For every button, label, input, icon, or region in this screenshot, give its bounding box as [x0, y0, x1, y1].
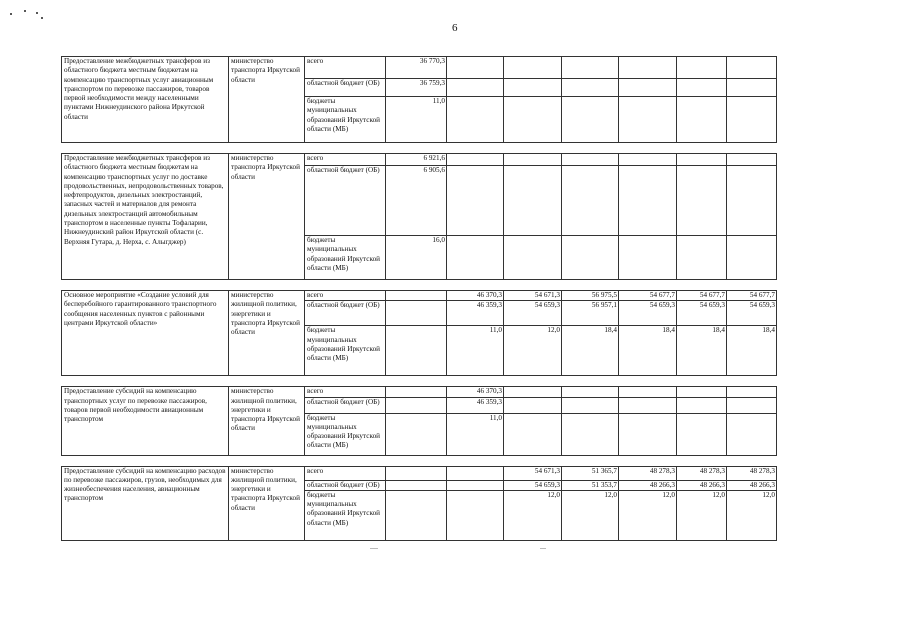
- value-cell: 48 278,3: [727, 466, 777, 480]
- scan-line: [370, 548, 378, 549]
- value-cell: 48 266,3: [619, 480, 677, 490]
- scan-speck: [36, 12, 38, 14]
- value-cell: [562, 387, 619, 397]
- funding-source-cell: областной бюджет (ОБ): [305, 480, 386, 490]
- value-cell: [619, 236, 677, 280]
- value-cell: 51 365,7: [562, 466, 619, 480]
- funding-source-cell: бюджеты муниципальных образований Иркутской области (МБ): [305, 326, 386, 376]
- value-cell: [727, 57, 777, 79]
- value-cell: 18,4: [677, 326, 727, 376]
- value-cell: [504, 79, 562, 97]
- block-separator: [62, 280, 777, 291]
- executor-cell: министерство жилищной политики, энергетики и транспорта Иркутской области: [229, 291, 305, 376]
- value-cell: [504, 154, 562, 166]
- value-cell: [386, 397, 447, 413]
- value-cell: 12,0: [677, 490, 727, 540]
- value-cell: 46 359,3: [447, 397, 504, 413]
- activity-name-cell: Предоставление межбюджетных трансферов из областного бюджета местным бюджетам на компенсацию транспортных услуг авиационным транспортом по перевозке пассажиров, товаров первой необходимости между населенными пунктами Нижнеудинского района Иркутской области: [62, 57, 229, 143]
- value-cell: 36 759,3: [386, 79, 447, 97]
- value-cell: 12,0: [562, 490, 619, 540]
- block-separator: [62, 143, 777, 154]
- value-cell: [677, 166, 727, 236]
- value-cell: 54 659,3: [677, 301, 727, 326]
- table-row: [62, 57, 777, 79]
- value-cell: [447, 154, 504, 166]
- funding-source-cell: бюджеты муниципальных образований Иркутской области (МБ): [305, 236, 386, 280]
- funding-source-cell: всего: [305, 291, 386, 301]
- value-cell: [677, 413, 727, 455]
- value-cell: 54 671,3: [504, 291, 562, 301]
- value-cell: [504, 97, 562, 143]
- value-cell: [727, 387, 777, 397]
- page-number: 6: [452, 22, 458, 34]
- value-cell: 56 975,5: [562, 291, 619, 301]
- value-cell: 54 677,7: [619, 291, 677, 301]
- value-cell: [562, 97, 619, 143]
- funding-source-cell: бюджеты муниципальных образований Иркутской области (МБ): [305, 413, 386, 455]
- value-cell: 46 370,3: [447, 387, 504, 397]
- separator-cell: [62, 376, 777, 387]
- value-cell: 48 278,3: [677, 466, 727, 480]
- executor-cell: министерство жилищной политики, энергетики и транспорта Иркутской области: [229, 466, 305, 540]
- activity-name-cell: Основное мероприятие «Создание условий для бесперебойного гарантированного транспортного сообщения населенных пунктов с районными центрами Иркутской области»: [62, 291, 229, 376]
- funding-source-cell: всего: [305, 57, 386, 79]
- executor-cell: министерство транспорта Иркутской области: [229, 57, 305, 143]
- value-cell: [447, 480, 504, 490]
- scan-speck: [41, 17, 43, 19]
- funding-source-cell: всего: [305, 154, 386, 166]
- separator-cell: [62, 455, 777, 466]
- funding-source-cell: областной бюджет (ОБ): [305, 79, 386, 97]
- value-cell: [504, 166, 562, 236]
- separator-cell: [62, 280, 777, 291]
- value-cell: [727, 97, 777, 143]
- value-cell: [677, 387, 727, 397]
- value-cell: 51 353,7: [562, 480, 619, 490]
- activity-name-cell: Предоставление субсидий на компенсацию расходов по перевозке пассажиров, грузов, необходимых для жизнеобеспечения населения, авиационным транспортом: [62, 466, 229, 540]
- funding-source-cell: бюджеты муниципальных образований Иркутской области (МБ): [305, 97, 386, 143]
- block-separator: [62, 455, 777, 466]
- value-cell: 54 671,3: [504, 466, 562, 480]
- value-cell: [562, 154, 619, 166]
- block-separator: [62, 376, 777, 387]
- value-cell: [619, 413, 677, 455]
- funding-source-cell: всего: [305, 387, 386, 397]
- value-cell: 18,4: [562, 326, 619, 376]
- value-cell: [727, 166, 777, 236]
- value-cell: [504, 236, 562, 280]
- value-cell: 16,0: [386, 236, 447, 280]
- value-cell: 54 659,3: [504, 480, 562, 490]
- value-cell: [504, 413, 562, 455]
- value-cell: [727, 397, 777, 413]
- value-cell: [619, 79, 677, 97]
- value-cell: 12,0: [504, 490, 562, 540]
- value-cell: [504, 57, 562, 79]
- value-cell: 54 659,3: [619, 301, 677, 326]
- table-row: [62, 291, 777, 301]
- value-cell: 48 266,3: [677, 480, 727, 490]
- value-cell: 11,0: [386, 97, 447, 143]
- value-cell: 54 659,3: [727, 301, 777, 326]
- value-cell: [504, 387, 562, 397]
- value-cell: [386, 301, 447, 326]
- executor-cell: министерство транспорта Иркутской области: [229, 154, 305, 280]
- value-cell: [386, 480, 447, 490]
- value-cell: 54 677,7: [677, 291, 727, 301]
- value-cell: [386, 413, 447, 455]
- value-cell: 18,4: [727, 326, 777, 376]
- value-cell: [677, 397, 727, 413]
- value-cell: [619, 397, 677, 413]
- funding-source-cell: областной бюджет (ОБ): [305, 166, 386, 236]
- value-cell: [727, 413, 777, 455]
- value-cell: [562, 79, 619, 97]
- value-cell: [447, 466, 504, 480]
- value-cell: 12,0: [504, 326, 562, 376]
- value-cell: 46 370,3: [447, 291, 504, 301]
- scan-speck: [24, 10, 26, 12]
- value-cell: 11,0: [447, 326, 504, 376]
- value-cell: [504, 397, 562, 413]
- separator-cell: [62, 143, 777, 154]
- value-cell: 6 905,6: [386, 166, 447, 236]
- value-cell: [677, 154, 727, 166]
- activity-name-cell: Предоставление межбюджетных трансферов из областного бюджета местным бюджетам на компенсацию транспортных услуг по доставке продовольственных, непродовольственных товаров, нефтепродуктов, дизельных электростанций, запасных частей и материалов для ремонта дизельных электростанций автомобильным транспортом в населенные пункты Тофаларии, Нижнеудинский район Иркутской области (с. Верхняя Гутара, д. Нерха, с. Алыгджер): [62, 154, 229, 280]
- value-cell: 48 278,3: [619, 466, 677, 480]
- value-cell: [562, 413, 619, 455]
- value-cell: 48 266,3: [727, 480, 777, 490]
- table-row: [62, 387, 777, 397]
- scan-line: [540, 548, 546, 549]
- value-cell: 36 770,3: [386, 57, 447, 79]
- value-cell: [447, 79, 504, 97]
- value-cell: 56 957,1: [562, 301, 619, 326]
- value-cell: 12,0: [727, 490, 777, 540]
- value-cell: 6 921,6: [386, 154, 447, 166]
- value-cell: [677, 57, 727, 79]
- value-cell: [447, 57, 504, 79]
- value-cell: [619, 166, 677, 236]
- value-cell: [562, 236, 619, 280]
- program-budget-table: [61, 56, 777, 541]
- funding-source-cell: областной бюджет (ОБ): [305, 397, 386, 413]
- value-cell: [447, 97, 504, 143]
- value-cell: [727, 79, 777, 97]
- value-cell: [562, 166, 619, 236]
- value-cell: [727, 236, 777, 280]
- value-cell: [562, 57, 619, 79]
- funding-source-cell: областной бюджет (ОБ): [305, 301, 386, 326]
- value-cell: [677, 236, 727, 280]
- value-cell: [619, 154, 677, 166]
- value-cell: [619, 57, 677, 79]
- value-cell: [619, 97, 677, 143]
- value-cell: [386, 490, 447, 540]
- value-cell: [562, 397, 619, 413]
- value-cell: 46 359,3: [447, 301, 504, 326]
- value-cell: 11,0: [447, 413, 504, 455]
- table-row: [62, 466, 777, 480]
- value-cell: [386, 326, 447, 376]
- funding-source-cell: бюджеты муниципальных образований Иркутской области (МБ): [305, 490, 386, 540]
- value-cell: 54 677,7: [727, 291, 777, 301]
- value-cell: [677, 97, 727, 143]
- funding-source-cell: всего: [305, 466, 386, 480]
- value-cell: [386, 291, 447, 301]
- value-cell: [386, 387, 447, 397]
- executor-cell: министерство жилищной политики, энергетики и транспорта Иркутской области: [229, 387, 305, 455]
- value-cell: [447, 236, 504, 280]
- value-cell: 12,0: [619, 490, 677, 540]
- value-cell: 18,4: [619, 326, 677, 376]
- table-row: [62, 154, 777, 166]
- value-cell: [619, 387, 677, 397]
- value-cell: [677, 79, 727, 97]
- value-cell: [727, 154, 777, 166]
- value-cell: [447, 490, 504, 540]
- activity-name-cell: Предоставление субсидий на компенсацию транспортных услуг по перевозке пассажиров, товаров первой необходимости авиационным транспортом: [62, 387, 229, 455]
- scan-speck: [10, 13, 12, 15]
- value-cell: [386, 466, 447, 480]
- value-cell: 54 659,3: [504, 301, 562, 326]
- value-cell: [447, 166, 504, 236]
